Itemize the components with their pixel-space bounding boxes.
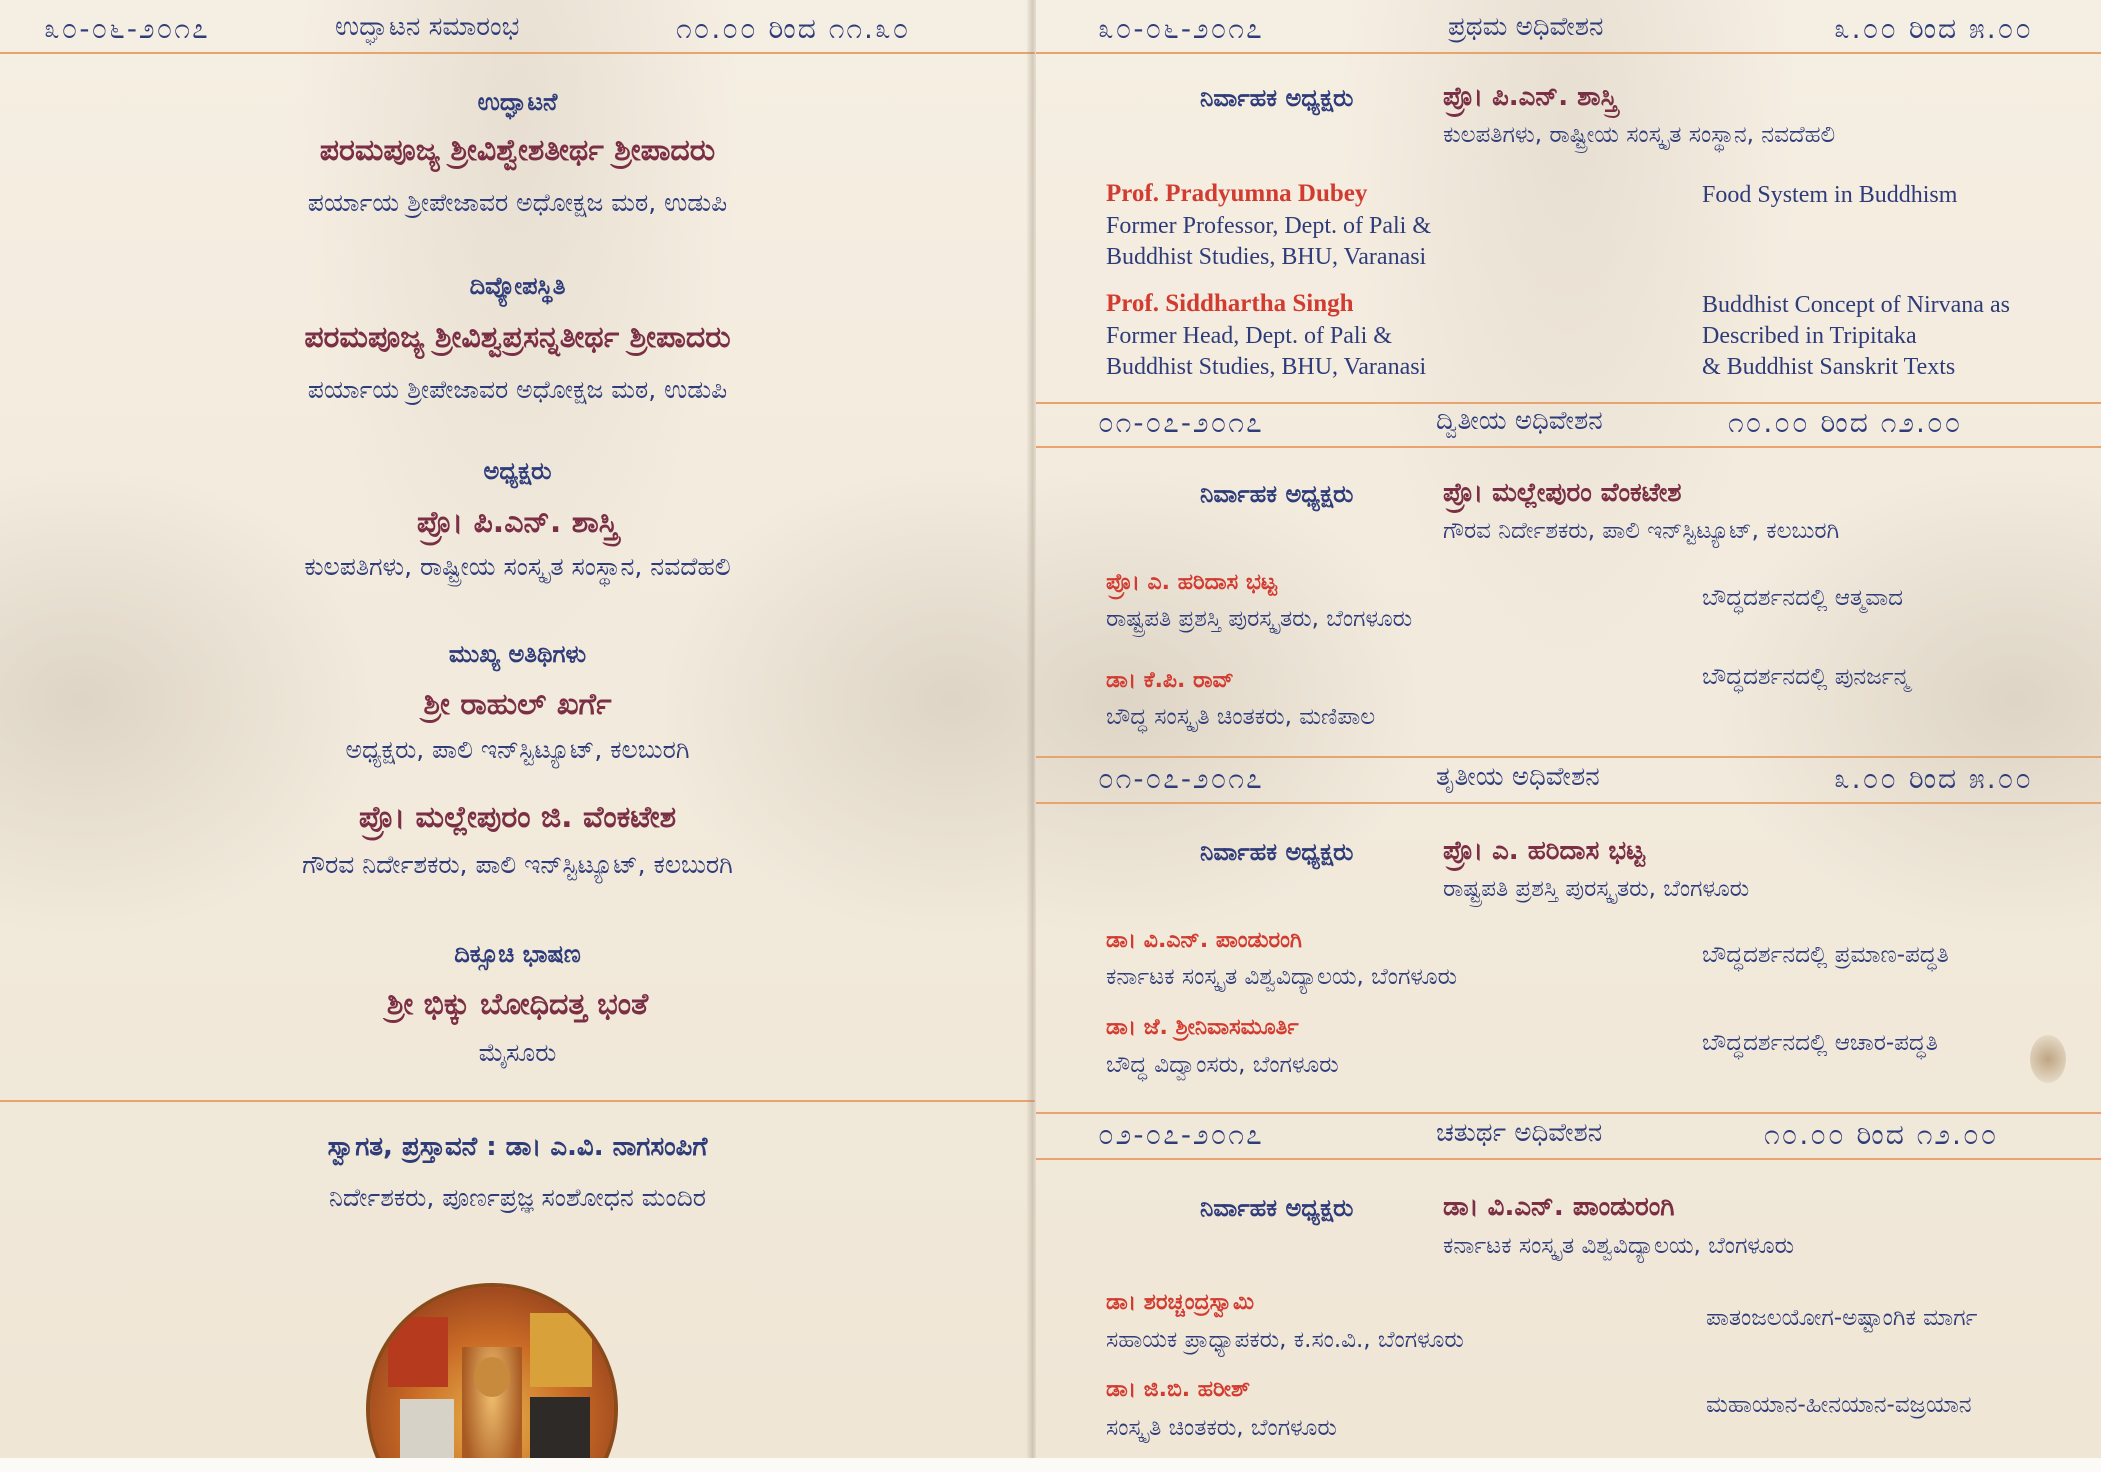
- block-name: ಶ್ರೀ ರಾಹುಲ್ ಖರ್ಗೆ: [423, 687, 612, 722]
- block-desc: ಪರ್ಯಾಯ ಶ್ರೀಪೇಜಾವರ ಅಧೋಕ್ಷಜ ಮಠ, ಉಡುಪಿ: [307, 375, 728, 404]
- speaker-name: ಡಾ। ಜೆ. ಶ್ರೀನಿವಾಸಮೂರ್ತಿ: [1106, 1015, 1299, 1040]
- session-date: ೦೧-೦೭-೨೦೧೭: [1098, 762, 1264, 795]
- inaugural-time: ೧೦.೦೦ ರಿಂದ ೧೧.೩೦: [676, 12, 911, 45]
- inaugural-date: ೩೦-೦೬-೨೦೧೭: [44, 12, 210, 45]
- block-label: ಅಧ್ಯಕ್ಷರು: [483, 457, 552, 485]
- speaker-name: ಡಾ। ವಿ.ಎನ್. ಪಾಂಡುರಂಗಿ: [1106, 928, 1302, 953]
- session-rule: [1036, 1112, 2101, 1114]
- block-name: ಶ್ರೀ ಭಿಕ್ಕು ಬೋಧಿದತ್ತ ಭಂತೆ: [386, 987, 649, 1022]
- speaker-desc: ರಾಷ್ಟ್ರಪತಿ ಪ್ರಶಸ್ತಿ ಪುರಸ್ಕೃತರು, ಬೆಂಗಳೂರು: [1106, 606, 1413, 632]
- speaker-topic: ಬೌದ್ಧದರ್ಶನದಲ್ಲಿ ಪ್ರಮಾಣ-ಪದ್ಧತಿ: [1702, 942, 1949, 968]
- chair-name: ಡಾ। ವಿ.ಎನ್. ಪಾಂಡುರಂಗಿ: [1443, 1192, 1675, 1222]
- block-name: ಪರಮಪೂಜ್ಯ ಶ್ರೀವಿಶ್ವಪ್ರಸನ್ನತೀರ್ಥ ಶ್ರೀಪಾದರು: [304, 320, 731, 355]
- paper-stain: [2030, 1035, 2066, 1083]
- session-date: ೩೦-೦೬-೨೦೧೭: [1098, 12, 1264, 45]
- speaker-name: ಪ್ರೊ। ಎ. ಹರಿದಾಸ ಭಟ್ಟ: [1106, 570, 1277, 595]
- block-name: ಪ್ರೊ। ಪಿ.ಎನ್. ಶಾಸ್ತ್ರಿ: [416, 505, 619, 540]
- speaker-topic: ಮಹಾಯಾನ-ಹೀನಯಾನ-ವಜ್ರಯಾನ: [1706, 1392, 1972, 1418]
- session-date: ೦೨-೦೭-೨೦೧೭: [1098, 1118, 1264, 1151]
- session-time: ೩.೦೦ ರಿಂದ ೫.೦೦: [1834, 762, 2033, 795]
- speaker-topic: ಬೌದ್ಧದರ್ಶನದಲ್ಲಿ ಪುನರ್ಜನ್ಮ: [1702, 664, 1910, 690]
- speaker-desc: Former Head, Dept. of Pali &: [1106, 323, 1392, 349]
- session-title: ತೃತೀಯ ಅಧಿವೇಶನ: [1436, 762, 1600, 792]
- chair-label: ನಿರ್ವಾಹಕ ಅಧ್ಯಕ್ಷರು: [1200, 84, 1354, 112]
- chair-label: ನಿರ್ವಾಹಕ ಅಧ್ಯಕ್ಷರು: [1200, 1194, 1354, 1222]
- session-rule: [1036, 802, 2101, 804]
- chair-name: ಪ್ರೊ। ಪಿ.ಎನ್. ಶಾಸ್ತ್ರಿ: [1443, 82, 1618, 112]
- header-rule: [0, 52, 1035, 54]
- chair-label: ನಿರ್ವಾಹಕ ಅಧ್ಯಕ್ಷರು: [1200, 480, 1354, 508]
- speaker-topic: Food System in Buddhism: [1702, 182, 1958, 208]
- speaker-topic: ಬೌದ್ಧದರ್ಶನದಲ್ಲಿ ಆಚಾರ-ಪದ್ಧತಿ: [1702, 1030, 1938, 1056]
- session-rule: [1036, 1158, 2101, 1160]
- session-time: ೧೦.೦೦ ರಿಂದ ೧೨.೦೦: [1728, 406, 1963, 439]
- welcome-desc: ನಿರ್ದೇಶಕರು, ಪೂರ್ಣಪ್ರಜ್ಞ ಸಂಶೋಧನ ಮಂದಿರ: [329, 1183, 706, 1212]
- left-panel: [0, 0, 1035, 1458]
- block-desc: ಪರ್ಯಾಯ ಶ್ರೀಪೇಜಾವರ ಅಧೋಕ್ಷಜ ಮಠ, ಉಡುಪಿ: [307, 188, 728, 217]
- block-name: ಪರಮಪೂಜ್ಯ ಶ್ರೀವಿಶ್ವೇಶತೀರ್ಥ ಶ್ರೀಪಾದರು: [319, 133, 716, 168]
- speaker-topic: & Buddhist Sanskrit Texts: [1702, 354, 1956, 380]
- chair-desc: ರಾಷ್ಟ್ರಪತಿ ಪ್ರಶಸ್ತಿ ಪುರಸ್ಕೃತರು, ಬೆಂಗಳೂರು: [1443, 876, 1750, 902]
- buddha-medallion-image: [370, 1287, 614, 1458]
- speaker-desc: ಬೌದ್ಧ ಸಂಸ್ಕೃತಿ ಚಿಂತಕರು, ಮಣಿಪಾಲ: [1106, 704, 1376, 730]
- speaker-desc: Former Professor, Dept. of Pali &: [1106, 213, 1431, 239]
- speaker-desc: Buddhist Studies, BHU, Varanasi: [1106, 244, 1427, 270]
- speaker-name: Prof. Siddhartha Singh: [1106, 290, 1354, 317]
- welcome-line: ಸ್ವಾಗತ, ಪ್ರಸ್ತಾವನೆ : ಡಾ। ಎ.ವಿ. ನಾಗಸಂಪಿಗೆ: [327, 1132, 708, 1162]
- session-date: ೦೧-೦೭-೨೦೧೭: [1098, 406, 1264, 439]
- chair-name: ಪ್ರೊ। ಮಲ್ಲೇಪುರಂ ವೆಂಕಟೇಶ: [1443, 478, 1682, 508]
- speaker-name: ಡಾ। ಕೆ.ಪಿ. ರಾವ್: [1106, 668, 1234, 693]
- speaker-topic: Buddhist Concept of Nirvana as: [1702, 292, 2010, 318]
- speaker-name: ಡಾ। ಜಿ.ಬಿ. ಹರೀಶ್: [1106, 1377, 1251, 1402]
- block-label: ಮುಖ್ಯ ಅತಿಥಿಗಳು: [448, 640, 587, 668]
- speaker-name: ಡಾ। ಶರಚ್ಚಂದ್ರಸ್ವಾಮಿ: [1106, 1290, 1255, 1315]
- speaker-desc: ಸಹಾಯಕ ಪ್ರಾಧ್ಯಾಪಕರು, ಕ.ಸಂ.ವಿ., ಬೆಂಗಳೂರು: [1106, 1327, 1464, 1353]
- block-label: ದಿಕ್ಸೂಚಿ ಭಾಷಣ: [454, 940, 581, 968]
- session-title: ಪ್ರಥಮ ಅಧಿವೇಶನ: [1448, 12, 1604, 42]
- block-desc: ಕುಲಪತಿಗಳು, ರಾಷ್ಟ್ರೀಯ ಸಂಸ್ಕೃತ ಸಂಸ್ಥಾನ, ನವದೆಹಲಿ: [304, 552, 731, 581]
- right-panel: [1036, 0, 2101, 1458]
- inaugural-title: ಉದ್ಘಾಟನ ಸಮಾರಂಭ: [335, 12, 520, 42]
- session-rule: [1036, 402, 2101, 404]
- speaker-desc: ಸಂಸ್ಕೃತಿ ಚಿಂತಕರು, ಬೆಂಗಳೂರು: [1106, 1415, 1337, 1441]
- speaker-desc: ಬೌದ್ಧ ವಿದ್ವಾಂಸರು, ಬೆಂಗಳೂರು: [1106, 1052, 1339, 1078]
- speaker-desc: ಕರ್ನಾಟಕ ಸಂಸ್ಕೃತ ವಿಶ್ವವಿದ್ಯಾಲಯ, ಬೆಂಗಳೂರು: [1106, 964, 1458, 990]
- divider-rule: [0, 1100, 1035, 1102]
- session-time: ೧೦.೦೦ ರಿಂದ ೧೨.೦೦: [1764, 1118, 1999, 1151]
- speaker-desc: Buddhist Studies, BHU, Varanasi: [1106, 354, 1427, 380]
- speaker-topic: ಬೌದ್ಧದರ್ಶನದಲ್ಲಿ ಆತ್ಮವಾದ: [1702, 585, 1903, 611]
- block-desc: ಅಧ್ಯಕ್ಷರು, ಪಾಲಿ ಇನ್‌ಸ್ಟಿಟ್ಯೂಟ್, ಕಲಬುರಗಿ: [345, 735, 690, 764]
- chair-label: ನಿರ್ವಾಹಕ ಅಧ್ಯಕ್ಷರು: [1200, 838, 1354, 866]
- session-title: ಚತುರ್ಥ ಅಧಿವೇಶನ: [1436, 1118, 1603, 1148]
- block-label: ದಿವ್ಯೋಪಸ್ಥಿತಿ: [469, 272, 566, 300]
- session-rule: [1036, 756, 2101, 758]
- block-label: ಉದ್ಘಾಟನೆ: [477, 88, 558, 116]
- session-rule: [1036, 52, 2101, 54]
- block-name: ಪ್ರೊ। ಮಲ್ಲೇಪುರಂ ಜಿ. ವೆಂಕಟೇಶ: [358, 800, 677, 835]
- session-time: ೩.೦೦ ರಿಂದ ೫.೦೦: [1834, 12, 2033, 45]
- session-rule: [1036, 446, 2101, 448]
- session-title: ದ್ವಿತೀಯ ಅಧಿವೇಶನ: [1436, 406, 1603, 436]
- chair-desc: ಕುಲಪತಿಗಳು, ರಾಷ್ಟ್ರೀಯ ಸಂಸ್ಕೃತ ಸಂಸ್ಥಾನ, ನವದೆಹಲಿ: [1443, 122, 1836, 148]
- speaker-name: Prof. Pradyumna Dubey: [1106, 180, 1368, 207]
- speaker-topic: ಪಾತಂಜಲಯೋಗ-ಅಷ್ಟಾಂಗಿಕ ಮಾರ್ಗ: [1706, 1305, 1978, 1331]
- chair-desc: ಗೌರವ ನಿರ್ದೇಶಕರು, ಪಾಲಿ ಇನ್‌ಸ್ಟಿಟ್ಯೂಟ್, ಕಲಬುರಗಿ: [1443, 518, 1840, 544]
- speaker-topic: Described in Tripitaka: [1702, 323, 1917, 349]
- chair-name: ಪ್ರೊ। ಎ. ಹರಿದಾಸ ಭಟ್ಟ: [1443, 836, 1645, 866]
- block-desc: ಗೌರವ ನಿರ್ದೇಶಕರು, ಪಾಲಿ ಇನ್‌ಸ್ಟಿಟ್ಯೂಟ್, ಕಲಬುರಗಿ: [302, 850, 733, 879]
- bottom-margin: [0, 1458, 2101, 1472]
- block-desc: ಮೈಸೂರು: [478, 1038, 557, 1067]
- chair-desc: ಕರ್ನಾಟಕ ಸಂಸ್ಕೃತ ವಿಶ್ವವಿದ್ಯಾಲಯ, ಬೆಂಗಳೂರು: [1443, 1233, 1795, 1259]
